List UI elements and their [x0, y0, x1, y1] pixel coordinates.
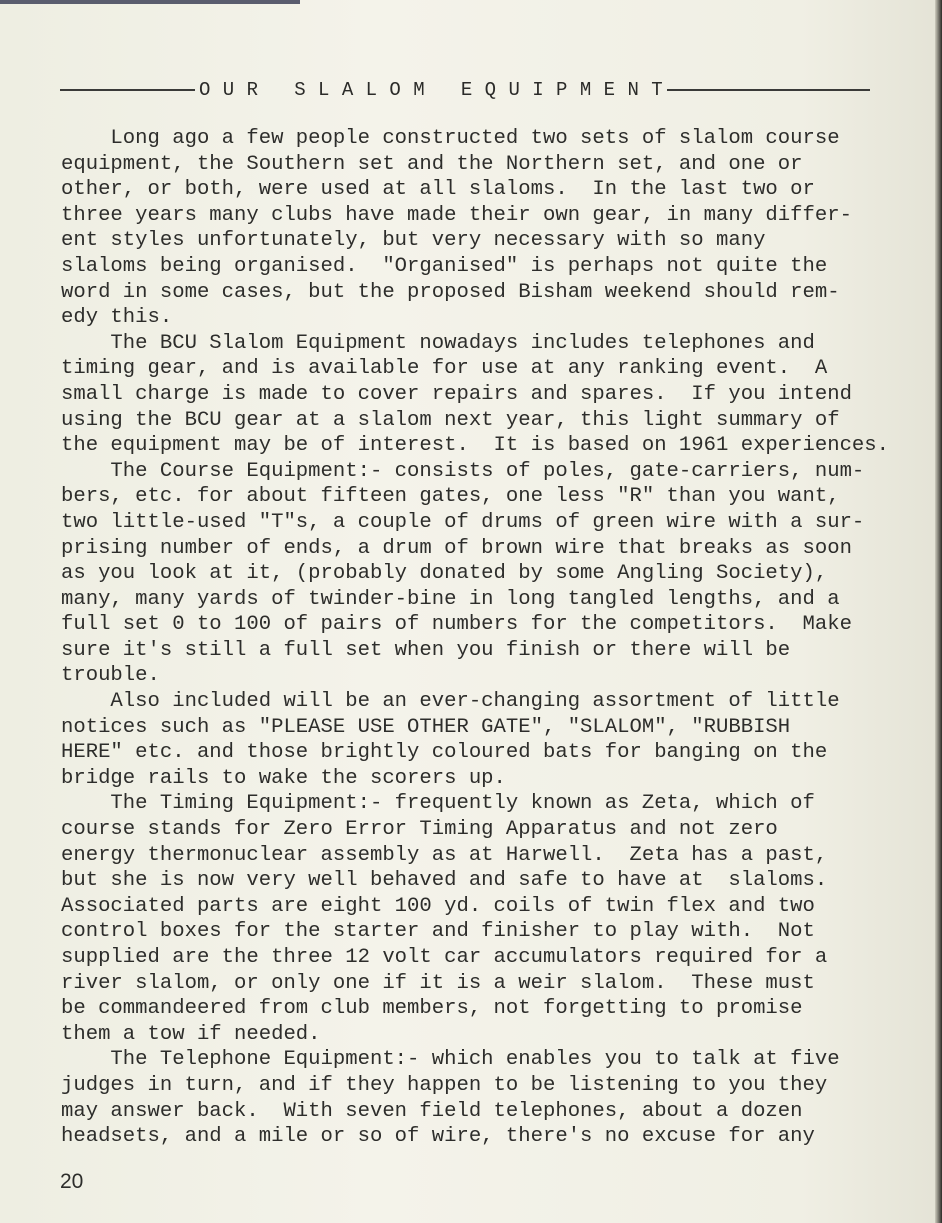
text-line: supplied are the three 12 volt car accumulators required for a: [61, 946, 828, 969]
text-line: prising number of ends, a drum of brown wire that breaks as soon: [61, 536, 852, 560]
text-line: small charge is made to cover repairs and spares. If you intend: [61, 382, 852, 406]
text-line: as you look at it, (probably donated by some Angling Society),: [61, 562, 828, 586]
text-line: Also included will be an ever-changing assortment of little: [61, 690, 840, 714]
text-line: The Telephone Equipment:- which enables you to talk at five: [61, 1048, 840, 1072]
text-line: bers, etc. for about fifteen gates, one less "R" than you want,: [61, 485, 840, 509]
text-line: be commandeered from club members, not forgetting to promise: [61, 997, 803, 1021]
heading-rule-right: [667, 89, 870, 91]
text-line: edy this.: [61, 306, 173, 330]
page-number: 20: [60, 1170, 84, 1193]
section-heading: [60, 78, 870, 102]
text-line: trouble.: [61, 664, 160, 688]
heading-text: O U R S L A L O M E Q U I P M E N T: [199, 79, 664, 101]
text-line: Associated parts are eight 100 yd. coils of twin flex and two: [61, 894, 815, 918]
text-line: judges in turn, and if they happen to be listening to you they: [61, 1073, 828, 1097]
text-line: equipment, the Southern set and the Northern set, and one or: [61, 152, 803, 176]
text-line: bridge rails to wake the scorers up.: [61, 766, 506, 790]
text-line: ent styles unfortunately, but very necessary with so many: [61, 229, 766, 253]
text-line: using the BCU gear at a slalom next year, this light summary of: [61, 408, 840, 432]
text-line: notices such as "PLEASE USE OTHER GATE", "SLALOM", "RUBBISH: [61, 715, 791, 739]
heading-rule-left: [60, 89, 195, 91]
scan-edge-right: [935, 0, 942, 1223]
text-line: slaloms being organised. "Organised" is perhaps not quite the: [61, 254, 828, 278]
text-line: other, or both, were used at all slaloms. In the last two or: [61, 178, 815, 202]
text-line: two little-used "T"s, a couple of drums of green wire with a sur-: [61, 510, 865, 534]
text-line: sure it's still a full set when you finish or there will be: [61, 638, 791, 662]
text-line: them a tow if needed.: [61, 1022, 321, 1046]
text-line: but she is now very well behaved and safe to have at slaloms.: [61, 869, 828, 893]
text-line: headsets, and a mile or so of wire, there's no excuse for any: [61, 1125, 815, 1149]
text-line: course stands for Zero Error Timing Apparatus and not zero: [61, 818, 778, 842]
text-line: word in some cases, but the proposed Bisham weekend should rem-: [61, 280, 840, 304]
text-line: The BCU Slalom Equipment nowadays includes telephones and: [61, 331, 815, 355]
text-line: three years many clubs have made their own gear, in many differ-: [61, 203, 852, 227]
text-line: control boxes for the starter and finisher to play with. Not: [61, 920, 815, 944]
body-text: [61, 126, 921, 1150]
scan-edge-top: [0, 0, 300, 4]
text-line: timing gear, and is available for use at any ranking event. A: [61, 357, 828, 381]
text-line: the equipment may be of interest. It is based on 1961 experiences.: [61, 434, 890, 458]
text-line: full set 0 to 100 of pairs of numbers for the competitors. Make: [61, 613, 852, 637]
text-line: The Timing Equipment:- frequently known as Zeta, which of: [61, 792, 815, 816]
text-line: river slalom, or only one if it is a weir slalom. These must: [61, 971, 815, 995]
text-line: The Course Equipment:- consists of poles, gate-carriers, num-: [61, 459, 865, 483]
text-line: HERE" etc. and those brightly coloured bats for banging on the: [61, 741, 828, 765]
text-line: many, many yards of twinder-bine in long tangled lengths, and a: [61, 587, 840, 611]
text-line: may answer back. With seven field telephones, about a dozen: [61, 1099, 803, 1123]
text-line: energy thermonuclear assembly as at Harwell. Zeta has a past,: [61, 843, 828, 867]
text-line: Long ago a few people constructed two sets of slalom course: [61, 127, 840, 150]
